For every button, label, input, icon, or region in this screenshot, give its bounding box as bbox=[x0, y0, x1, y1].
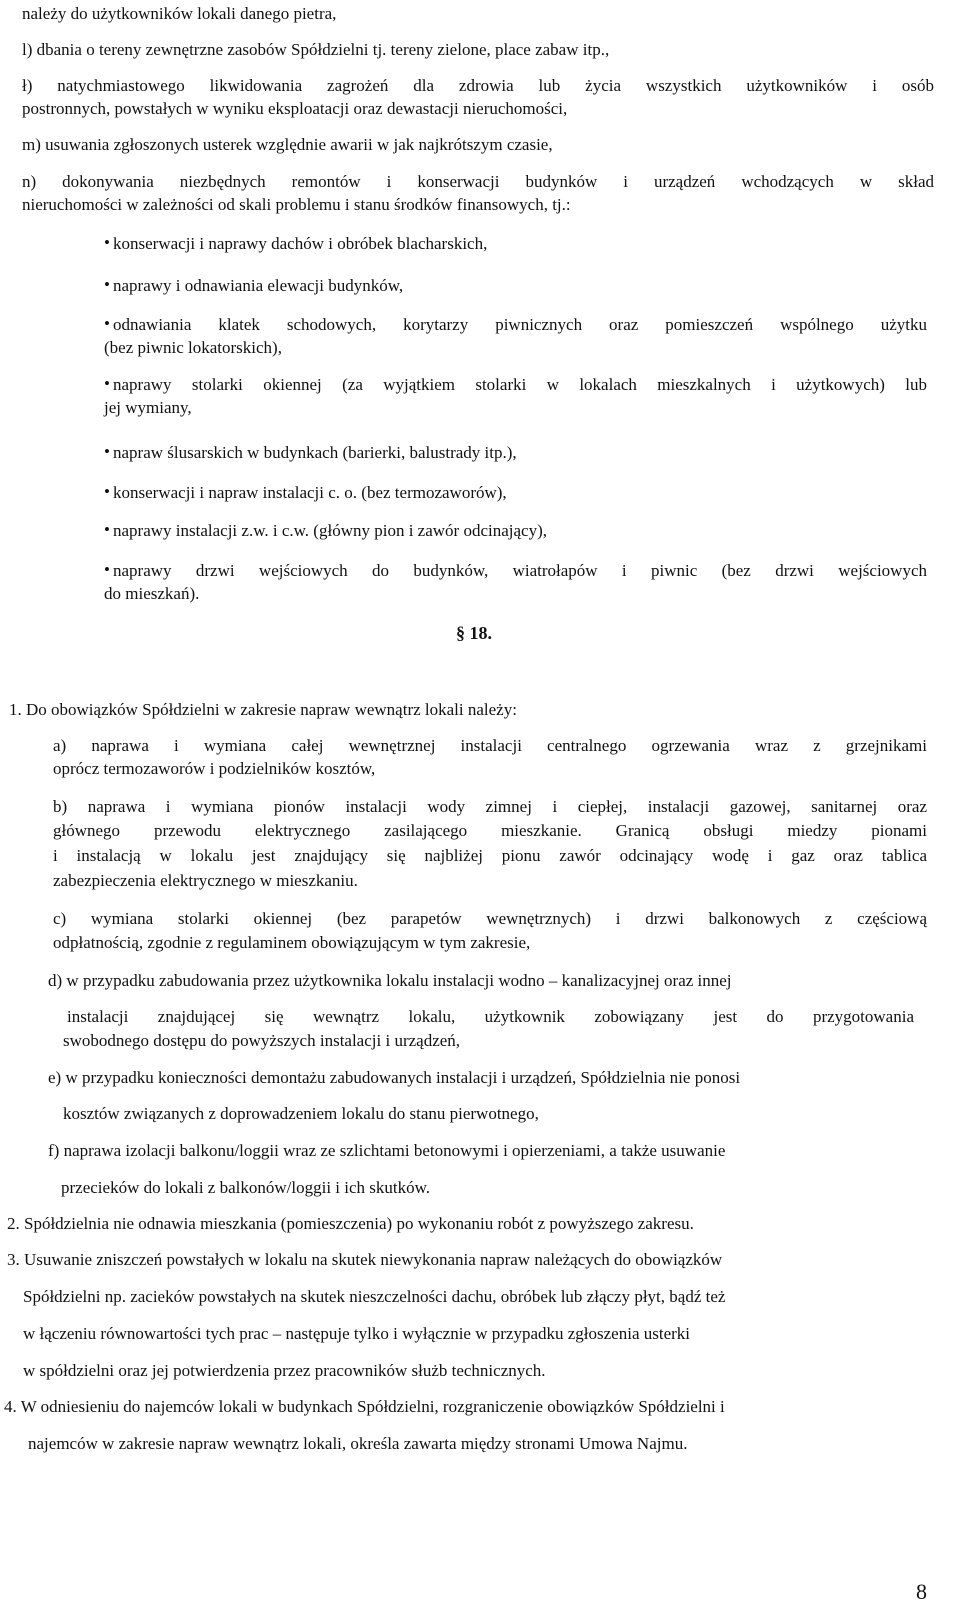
bullet-item-8-cont: do mieszkań). bbox=[104, 584, 200, 603]
item-b-cont2: i instalacją w lokalu jest znajdujący się najbliżej pionu zawór odcinający wodę i gaz oraz tablica bbox=[53, 846, 927, 865]
bullet-dot-1: • bbox=[104, 233, 110, 252]
item-c-cont: odpłatnością, zgodnie z regulaminem obowiązującym w tym zakresie, bbox=[53, 933, 531, 952]
bullet-dot-4: • bbox=[104, 374, 110, 393]
bullet-dot-5: • bbox=[104, 442, 110, 461]
item-f-cont: przecieków do lokali z balkonów/loggii i ich skutków. bbox=[61, 1178, 431, 1197]
paragraph-3-cont1: Spółdzielni np. zacieków powstałych na skutek nieszczelności dachu, obróbek lub złączy płyt, bądź też bbox=[23, 1287, 726, 1306]
list-item-l: l) dbania o tereny zewnętrzne zasobów Spółdzielni tj. tereny zielone, place zabaw itp., bbox=[22, 40, 610, 59]
list-item-l2-cont: postronnych, powstałych w wyniku eksploatacji oraz dewastacji nieruchomości, bbox=[22, 99, 568, 118]
bullet-item-2: naprawy i odnawiania elewacji budynków, bbox=[113, 276, 404, 295]
list-item-n-cont: nieruchomości w zależności od skali problemu i stanu środków finansowych, tj.: bbox=[22, 195, 571, 214]
item-a-cont: oprócz termozaworów i podzielników kosztów, bbox=[53, 759, 376, 778]
bullet-item-1: konserwacji i naprawy dachów i obróbek blacharskich, bbox=[113, 234, 488, 253]
item-b: b) naprawa i wymiana pionów instalacji wody zimnej i ciepłej, instalacji gazowej, sanitarnej oraz bbox=[53, 797, 927, 816]
item-b-cont1: głównego przewodu elektrycznego zasilającego mieszkanie. Granicą obsługi miedzy pionami bbox=[53, 821, 927, 840]
text-line: należy do użytkowników lokali danego pietra, bbox=[22, 4, 337, 23]
paragraph-1: 1. Do obowiązków Spółdzielni w zakresie napraw wewnątrz lokali należy: bbox=[9, 700, 517, 719]
item-b-cont3: zabezpieczenia elektrycznego w mieszkaniu. bbox=[53, 871, 358, 890]
section-title: § 18. bbox=[456, 623, 492, 643]
page-number: 8 bbox=[916, 1579, 927, 1604]
bullet-item-5: napraw ślusarskich w budynkach (barierki, balustrady itp.), bbox=[113, 443, 517, 462]
bullet-dot-3: • bbox=[104, 314, 110, 333]
paragraph-2: 2. Spółdzielnia nie odnawia mieszkania (pomieszczenia) po wykonaniu robót z powyższego zakresu. bbox=[7, 1214, 694, 1233]
item-d-cont2: swobodnego dostępu do powyższych instalacji i urządzeń, bbox=[63, 1031, 461, 1050]
item-f: f) naprawa izolacji balkonu/loggii wraz ze szlichtami betonowymi i opierzeniami, a także usuwanie bbox=[48, 1141, 726, 1160]
bullet-item-8: naprawy drzwi wejściowych do budynków, wiatrołapów i piwnic (bez drzwi wejściowych bbox=[113, 561, 927, 580]
bullet-item-7: naprawy instalacji z.w. i c.w. (główny pion i zawór odcinający), bbox=[113, 521, 547, 540]
bullet-dot-6: • bbox=[104, 482, 110, 501]
list-item-n: n) dokonywania niezbędnych remontów i konserwacji budynków i urządzeń wchodzących w skład bbox=[22, 172, 934, 191]
paragraph-4: 4. W odniesieniu do najemców lokali w budynkach Spółdzielni, rozgraniczenie obowiązków Spółdzielni i bbox=[4, 1397, 725, 1416]
paragraph-4-cont: najemców w zakresie napraw wewnątrz lokali, określa zawarta między stronami Umowa Najmu. bbox=[28, 1434, 688, 1453]
item-a: a) naprawa i wymiana całej wewnętrznej instalacji centralnego ogrzewania wraz z grzejnikami bbox=[53, 736, 927, 755]
item-d-cont1: instalacji znajdującej się wewnątrz lokalu, użytkownik zobowiązany jest do przygotowania bbox=[67, 1007, 914, 1026]
bullet-dot-7: • bbox=[104, 520, 110, 539]
paragraph-3: 3. Usuwanie zniszczeń powstałych w lokalu na skutek niewykonania napraw należących do obowiązków bbox=[7, 1250, 723, 1269]
item-e-cont: kosztów związanych z doprowadzeniem lokalu do stanu pierwotnego, bbox=[63, 1104, 539, 1123]
item-e: e) w przypadku konieczności demontażu zabudowanych instalacji i urządzeń, Spółdzielnia nie ponosi bbox=[48, 1068, 741, 1087]
bullet-item-4-cont: jej wymiany, bbox=[104, 398, 192, 417]
bullet-item-3: odnawiania klatek schodowych, korytarzy piwnicznych oraz pomieszczeń wspólnego użytku bbox=[113, 315, 927, 334]
bullet-item-4: naprawy stolarki okiennej (za wyjątkiem stolarki w lokalach mieszkalnych i użytkowych) lub bbox=[113, 375, 927, 394]
bullet-item-6: konserwacji i napraw instalacji c. o. (bez termozaworów), bbox=[113, 483, 507, 502]
paragraph-3-cont2: w łączeniu równowartości tych prac – następuje tylko i wyłącznie w przypadku zgłoszenia usterki bbox=[23, 1324, 691, 1343]
bullet-dot-8: • bbox=[104, 560, 110, 579]
item-d: d) w przypadku zabudowania przez użytkownika lokalu instalacji wodno – kanalizacyjnej oraz innej bbox=[48, 971, 732, 990]
list-item-m: m) usuwania zgłoszonych usterek względnie awarii w jak najkrótszym czasie, bbox=[22, 135, 553, 154]
paragraph-3-cont3: w spółdzielni oraz jej potwierdzenia przez pracowników służb technicznych. bbox=[23, 1361, 546, 1380]
item-c: c) wymiana stolarki okiennej (bez parapetów wewnętrznych) i drzwi balkonowych z częściową bbox=[53, 909, 927, 928]
bullet-dot-2: • bbox=[104, 275, 110, 294]
list-item-l2: ł) natychmiastowego likwidowania zagrożeń dla zdrowia lub życia wszystkich użytkowników i osób bbox=[22, 76, 934, 95]
bullet-item-3-cont: (bez piwnic lokatorskich), bbox=[104, 338, 282, 357]
